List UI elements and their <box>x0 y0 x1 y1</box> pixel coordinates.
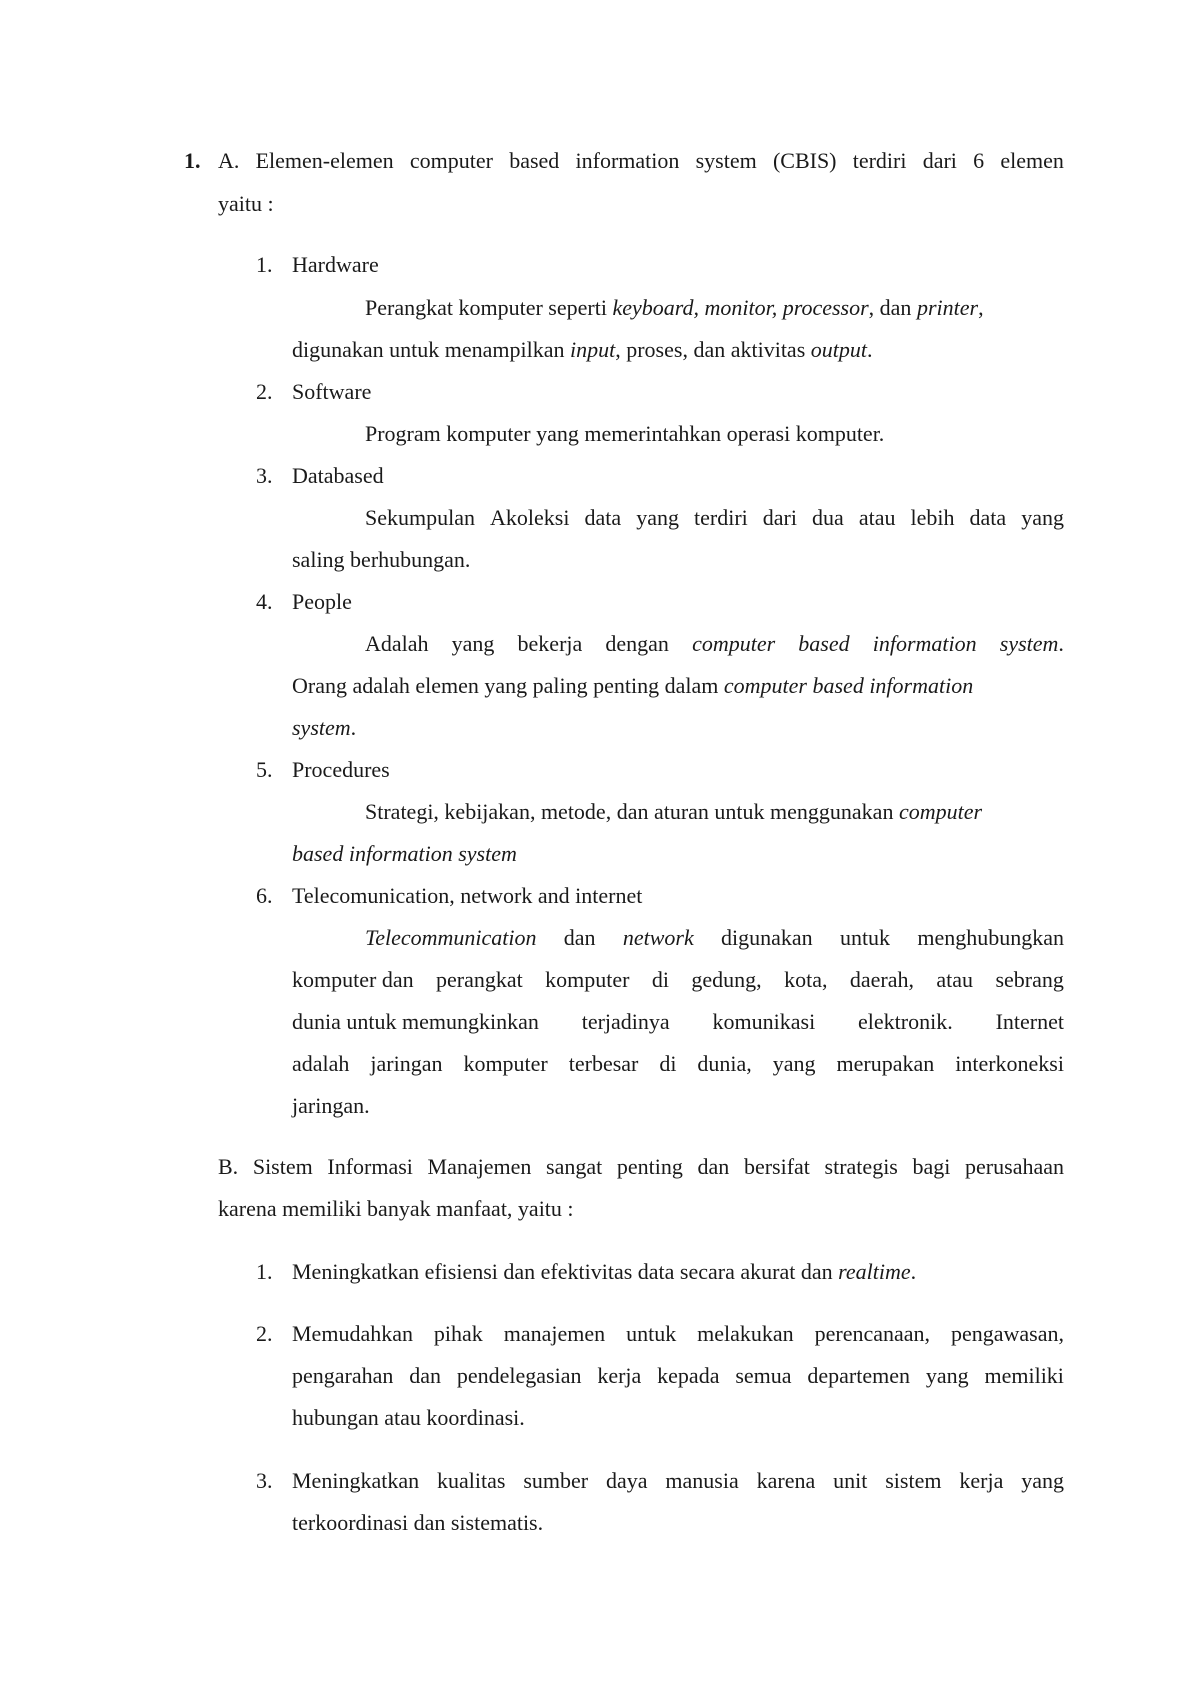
word: kepada <box>657 1363 720 1388</box>
word: komunikasi <box>712 1009 816 1034</box>
word: Adalah <box>365 631 429 656</box>
word: Sekumpulan <box>365 505 475 530</box>
word: di <box>651 967 669 992</box>
text: . <box>350 715 357 740</box>
part-a-intro-line2: yaitu : <box>218 191 274 216</box>
italic-text: output <box>810 337 867 362</box>
item-description: jaringan. <box>292 1093 370 1118</box>
word: unit <box>833 1468 868 1493</box>
item-title: Hardware <box>292 252 379 277</box>
italic-text: based information system <box>292 841 517 866</box>
list-number: 6. <box>256 883 273 908</box>
word: Manajemen <box>427 1154 532 1179</box>
list-item-text <box>292 1261 916 1283</box>
question-number: 1. <box>184 148 201 173</box>
word: dan <box>697 1154 730 1179</box>
italic-text: computer <box>898 799 983 824</box>
word: 6 <box>973 148 985 173</box>
word: pihak <box>433 1321 483 1346</box>
word: Memudahkan <box>292 1321 413 1346</box>
word: yang <box>451 631 495 656</box>
word: yang <box>1021 1468 1064 1493</box>
word: perencanaan, <box>814 1321 931 1346</box>
word: untuk <box>626 1321 677 1346</box>
word: atau <box>936 967 974 992</box>
list-number: 2. <box>256 379 273 404</box>
word: komputer dan <box>292 967 414 992</box>
word: A. <box>218 148 240 173</box>
word: terdiri <box>852 148 907 173</box>
italic-word: system <box>999 631 1059 656</box>
part-a-intro-line1 <box>218 150 1064 172</box>
item-title: Procedures <box>292 757 390 782</box>
word: kota, <box>784 967 828 992</box>
word: yang <box>636 505 679 530</box>
word: terjadinya <box>581 1009 670 1034</box>
text: , <box>978 295 984 320</box>
word: lebih <box>910 505 955 530</box>
text: digunakan untuk menampilkan <box>292 337 570 362</box>
item-description <box>365 507 1064 529</box>
italic-text: input <box>570 337 616 362</box>
word: dunia untuk memungkinkan <box>292 1009 539 1034</box>
list-item-text: terkoordinasi dan sistematis. <box>292 1510 544 1535</box>
word: dunia, <box>697 1051 752 1076</box>
word: karena <box>756 1468 816 1493</box>
word: dan <box>409 1363 442 1388</box>
word: yang <box>772 1051 816 1076</box>
word: computer <box>409 148 493 173</box>
word: kualitas <box>436 1468 506 1493</box>
word: manusia <box>665 1468 739 1493</box>
text: Meningkatkan efisiensi dan efektivitas data secara akurat dan <box>292 1259 839 1284</box>
part-b-intro-line1 <box>218 1156 1064 1178</box>
word: komputer <box>463 1051 548 1076</box>
item-description <box>292 339 873 361</box>
word: yang <box>925 1363 969 1388</box>
italic-text: computer based information <box>723 673 974 698</box>
word: B. <box>218 1154 239 1179</box>
word: yang <box>1021 505 1064 530</box>
word: elektronik. <box>858 1009 953 1034</box>
item-description: saling berhubungan. <box>292 547 471 572</box>
italic-text: system <box>292 715 351 740</box>
word: kerja <box>959 1468 1004 1493</box>
word: Meningkatkan <box>292 1468 420 1493</box>
italic-word: Telecommunication <box>365 925 537 950</box>
word: merupakan <box>836 1051 935 1076</box>
item-description <box>292 717 356 739</box>
text: . <box>867 337 873 362</box>
word: Informasi <box>327 1154 413 1179</box>
word: menghubungkan <box>917 925 1064 950</box>
word: semua <box>735 1363 792 1388</box>
list-number: 3. <box>256 1468 273 1493</box>
item-title: Telecomunication, network and internet <box>292 883 643 908</box>
word: based <box>509 148 560 173</box>
word: gedung, <box>691 967 762 992</box>
word: dari <box>922 148 957 173</box>
item-description <box>365 927 1064 949</box>
word: bekerja <box>517 631 583 656</box>
word: manajemen <box>503 1321 606 1346</box>
item-description <box>365 633 1064 655</box>
word: daerah, <box>849 967 914 992</box>
word: Elemen-elemen <box>255 148 394 173</box>
text: . <box>1058 631 1064 656</box>
list-item-text <box>292 1470 1064 1492</box>
word: bersifat <box>743 1154 810 1179</box>
word: Sistem <box>252 1154 313 1179</box>
item-title: Software <box>292 379 372 404</box>
word: perangkat <box>436 967 523 992</box>
list-number: 2. <box>256 1321 273 1346</box>
word: terdiri <box>694 505 748 530</box>
word: sebrang <box>995 967 1064 992</box>
word: (CBIS) <box>772 148 837 173</box>
italic-text: printer <box>916 295 979 320</box>
list-item-text: hubungan atau koordinasi. <box>292 1405 525 1430</box>
list-number: 3. <box>256 463 273 488</box>
word: melakukan <box>697 1321 794 1346</box>
item-description <box>292 843 517 865</box>
word: kerja <box>597 1363 642 1388</box>
list-item-text <box>292 1365 1064 1387</box>
italic-word: network <box>622 925 694 950</box>
word: dengan <box>605 631 669 656</box>
word: penting <box>616 1154 683 1179</box>
item-description <box>365 297 984 319</box>
word: strategis <box>824 1154 898 1179</box>
word: adalah <box>292 1051 350 1076</box>
word: memiliki <box>984 1363 1064 1388</box>
word: sangat <box>546 1154 603 1179</box>
word: terbesar <box>568 1051 639 1076</box>
italic-word: computer <box>692 631 776 656</box>
word: digunakan <box>721 925 813 950</box>
word: bagi <box>912 1154 951 1179</box>
word: daya <box>605 1468 648 1493</box>
word: untuk <box>839 925 891 950</box>
word: interkoneksi <box>955 1051 1064 1076</box>
italic-text: keyboard, monitor, processor <box>612 295 869 320</box>
word: pengarahan <box>292 1363 394 1388</box>
list-number: 1. <box>256 252 273 277</box>
text: , dan <box>868 295 917 320</box>
item-description <box>292 1053 1064 1075</box>
word: atau <box>858 505 896 530</box>
text: . <box>910 1259 917 1284</box>
word: system <box>695 148 757 173</box>
word: dan <box>563 925 596 950</box>
item-title: Databased <box>292 463 384 488</box>
word: data <box>584 505 622 530</box>
italic-word: based <box>798 631 850 656</box>
word: data <box>969 505 1007 530</box>
text: , proses, dan aktivitas <box>615 337 811 362</box>
word: Akoleksi <box>490 505 570 530</box>
word: pendelegasian <box>456 1363 582 1388</box>
word: sumber <box>523 1468 589 1493</box>
italic-word: information <box>872 631 977 656</box>
word: departemen <box>807 1363 910 1388</box>
word: dari <box>762 505 797 530</box>
word: information <box>575 148 680 173</box>
word: dua <box>812 505 844 530</box>
list-number: 4. <box>256 589 273 614</box>
text: Perangkat komputer seperti <box>365 295 613 320</box>
word: perusahaan <box>965 1154 1064 1179</box>
word: di <box>659 1051 677 1076</box>
list-number: 1. <box>256 1259 273 1284</box>
item-description: Program komputer yang memerintahkan operasi komputer. <box>365 421 885 446</box>
item-description <box>365 801 982 823</box>
list-number: 5. <box>256 757 273 782</box>
italic-text: realtime <box>838 1259 911 1284</box>
item-description <box>292 675 973 697</box>
part-b-intro-line2: karena memiliki banyak manfaat, yaitu : <box>218 1196 574 1221</box>
text: Orang adalah elemen yang paling penting dalam <box>292 673 724 698</box>
word-group <box>1000 633 1064 655</box>
word: sistem <box>885 1468 942 1493</box>
item-description <box>292 1011 1064 1033</box>
word: pengawasan, <box>950 1321 1064 1346</box>
word: Internet <box>995 1009 1064 1034</box>
item-title: People <box>292 589 352 614</box>
list-item-text <box>292 1323 1064 1345</box>
item-description <box>292 969 1064 991</box>
word: jaringan <box>370 1051 443 1076</box>
text: Strategi, kebijakan, metode, dan aturan untuk menggunakan <box>365 799 899 824</box>
word: komputer <box>545 967 630 992</box>
word: elemen <box>1000 148 1064 173</box>
